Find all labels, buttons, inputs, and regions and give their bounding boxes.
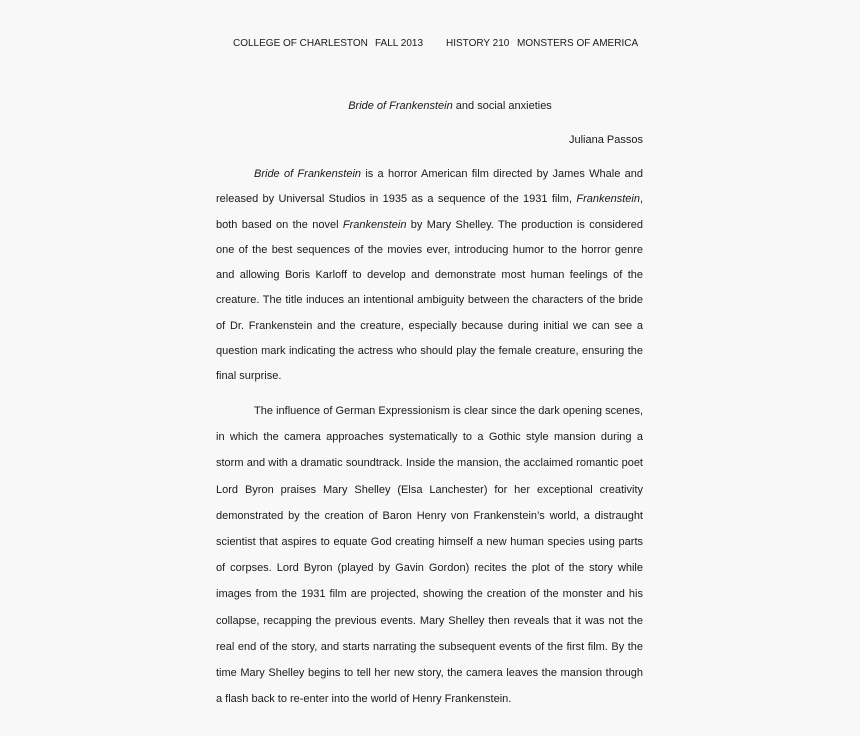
text-line — [216, 424, 643, 450]
header-college: COLLEGE OF CHARLESTON — [233, 38, 368, 49]
text-line — [216, 686, 643, 712]
text-segment: question mark indicating the actress who should play the female creature, ensuring the — [216, 344, 643, 357]
text-line — [216, 477, 643, 503]
text-line — [216, 529, 643, 555]
title-rest: and social anxieties — [452, 100, 552, 112]
text-segment: one of the best sequences of the movies ever, introducing humor to the horror genre — [216, 243, 643, 256]
header-course-title: MONSTERS OF AMERICA — [517, 38, 639, 49]
text-line — [216, 213, 643, 238]
document-title — [20, 100, 860, 112]
text-segment: released by Universal Studios in 1935 as a sequence of the 1931 film, — [216, 193, 577, 206]
text-line — [216, 238, 643, 263]
text-line — [216, 660, 643, 686]
title-italic: Bride of Frankenstein — [348, 100, 453, 112]
text-segment: The influence of German Expressionism is clear since the dark opening scenes, — [254, 405, 643, 417]
text-segment: real end of the story, and starts narrating the subsequent events of the first film. By the — [216, 640, 643, 653]
text-line — [216, 364, 643, 389]
italic-text: Frankenstein — [576, 193, 640, 206]
text-segment: creature. The title induces an intentional ambiguity between the characters of the bride — [216, 294, 643, 307]
header-course: HISTORY 210 — [446, 38, 510, 49]
text-segment: by Mary Shelley. The production is considered — [406, 218, 644, 231]
text-line — [216, 187, 643, 212]
header-term: FALL 2013 — [375, 38, 424, 49]
text-line — [216, 314, 643, 339]
text-line — [216, 263, 643, 288]
text-segment: scientist that aspires to equate God creating himself a new human species using parts — [216, 535, 643, 548]
text-segment: final surprise. — [216, 370, 282, 382]
text-line — [216, 555, 643, 581]
text-segment: time Mary Shelley begins to tell her new story, the camera leaves the mansion through — [216, 666, 643, 679]
paragraph-1 — [216, 162, 643, 389]
text-line — [216, 288, 643, 313]
text-segment: collapse, recapping the previous events. Mary Shelley then reveals that it was not the — [216, 614, 643, 627]
text-segment: in which the camera approaches systematically to a Gothic style mansion during a — [216, 431, 643, 444]
text-segment: Lord Byron praises Mary Shelley (Elsa Lanchester) for her exceptional creativity — [216, 483, 643, 496]
text-segment: both based on the novel — [216, 218, 343, 231]
text-line — [216, 581, 643, 607]
author-name: Juliana Passos — [569, 134, 643, 146]
text-segment: a flash back to re-enter into the world of Henry Frankenstein. — [216, 693, 512, 706]
text-segment: demonstrated by the creation of Baron Henry von Frankenstein’s world, a distraught — [216, 509, 643, 522]
text-segment: is a horror American film directed by James Whale and — [361, 168, 643, 180]
text-segment: storm and with a dramatic soundtrack. Inside the mansion, the acclaimed romantic poet — [216, 457, 643, 470]
italic-text: Bride of Frankenstein — [254, 168, 362, 180]
italic-text: Frankenstein — [342, 218, 407, 231]
text-line — [216, 162, 643, 187]
text-segment: images from the 1931 film are projected, showing the creation of the monster and his — [216, 588, 643, 601]
text-segment: of corpses. Lord Byron (played by Gavin Gordon) recites the plot of the story while — [216, 562, 643, 575]
text-line — [216, 608, 643, 634]
text-segment: , — [639, 193, 643, 206]
text-line — [216, 634, 643, 660]
text-line — [216, 450, 643, 476]
text-line — [216, 503, 643, 529]
text-line — [216, 339, 643, 364]
text-line — [216, 398, 643, 424]
text-segment: of Dr. Frankenstein and the creature, especially because during initial we can see a — [216, 319, 643, 332]
paragraph-2 — [216, 398, 643, 712]
text-segment: and allowing Boris Karloff to develop and demonstrate most human feelings of the — [216, 269, 643, 281]
